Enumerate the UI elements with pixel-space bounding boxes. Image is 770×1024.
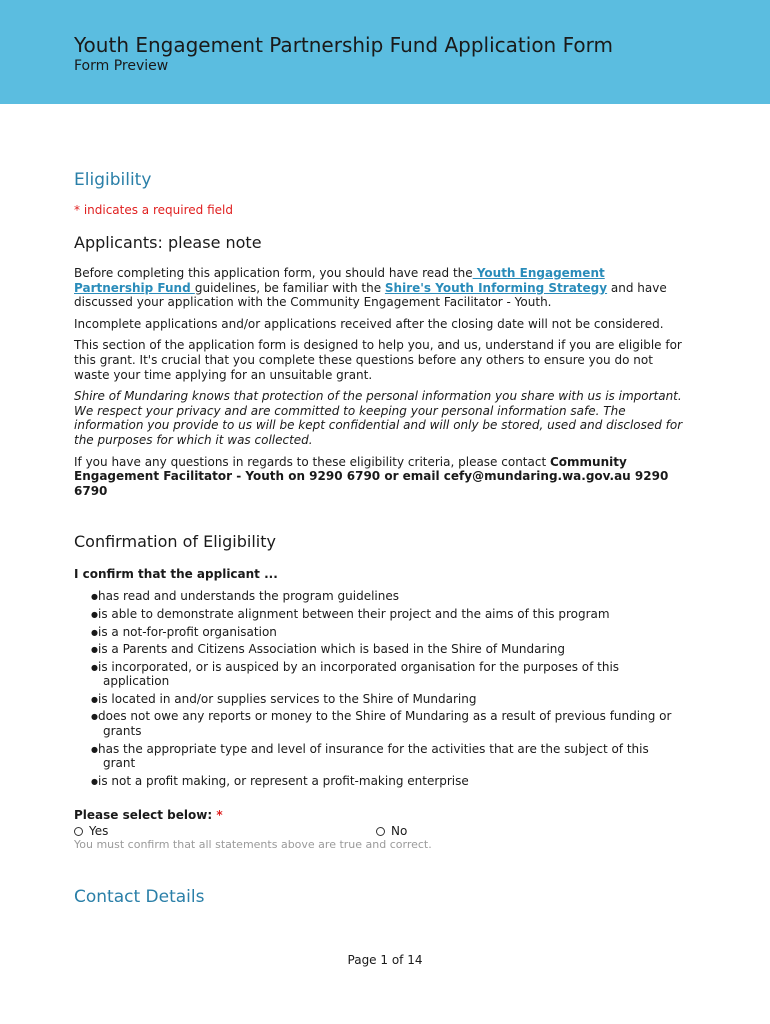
section-title-eligibility: Eligibility xyxy=(74,170,152,190)
select-label-text: Please select below: xyxy=(74,808,217,823)
confirmation-lead: I confirm that the applicant ... xyxy=(74,567,278,582)
eligibility-criteria-list xyxy=(74,589,684,788)
form-subtitle: Form Preview xyxy=(74,58,169,74)
list-item: ● has read and understands the program guidelines xyxy=(94,589,684,604)
confirmation-heading: Confirmation of Eligibility xyxy=(74,532,276,552)
section-purpose: This section of the application form is designed to help you, and us, understand if you are eligible for this grant. It's crucial that you complete these questions before any others to ensure you do not waste your time applying for an unsuitable grant. xyxy=(74,338,682,382)
intro-text-a: Before completing this application form, you should have read the xyxy=(74,266,473,280)
radio-no[interactable] xyxy=(376,824,407,838)
form-content xyxy=(74,170,684,907)
youth-strategy-link[interactable]: Shire's Youth Informing Strategy xyxy=(384,280,608,295)
radio-yes-label: Yes xyxy=(89,824,109,839)
intro-text-c: and have discussed your application with the Community Engagement Facilitator - Youth. xyxy=(74,280,667,310)
list-item: ● has the appropriate type and level of insurance for the activities that are the subject of this grant xyxy=(94,742,684,771)
contact-note xyxy=(74,455,684,499)
privacy-statement: Shire of Mundaring knows that protection of the personal information you share with us is important. We respect your privacy and are committed to keeping your personal information safe. The information you provide to us will be kept confidential and will only be stored, used and disclosed for the purposes for which it was collected. xyxy=(74,389,683,447)
contact-details-bold: Community Engagement Facilitator - Youth on 9290 6790 or email cefy@mundaring.wa.gov.au 9290 6790 xyxy=(74,454,669,498)
confirm-radio-group xyxy=(74,824,684,840)
select-label xyxy=(74,808,684,822)
intro-text-b: guidelines, be familiar with the xyxy=(194,280,385,295)
incomplete-note: Incomplete applications and/or applications received after the closing date will not be considered. xyxy=(74,316,664,331)
note-heading: Applicants: please note xyxy=(74,233,262,252)
contact-note-text: If you have any questions in regards to these eligibility criteria, please contact xyxy=(74,454,550,469)
radio-no-label: No xyxy=(391,824,408,839)
page-number: Page 1 of 14 xyxy=(347,953,423,967)
confirm-hint: You must confirm that all statements above are true and correct. xyxy=(74,838,432,852)
intro-paragraph xyxy=(74,266,684,310)
radio-circle-icon[interactable] xyxy=(376,827,385,836)
list-item: ● is a not-for-profit organisation xyxy=(94,625,684,640)
page-header xyxy=(0,0,770,104)
radio-yes[interactable] xyxy=(74,824,108,838)
required-star: * xyxy=(216,808,223,823)
section-title-contact: Contact Details xyxy=(74,887,205,908)
guidelines-link[interactable]: Youth Engagement Partnership Fund xyxy=(74,266,605,295)
required-field-note: * indicates a required field xyxy=(74,203,233,217)
list-item: ● is able to demonstrate alignment between their project and the aims of this program xyxy=(94,607,684,622)
radio-circle-icon[interactable] xyxy=(74,827,83,836)
list-item: ● is located in and/or supplies services to the Shire of Mundaring xyxy=(94,692,684,707)
form-title: Youth Engagement Partnership Fund Application Form xyxy=(74,33,613,57)
list-item: ● does not owe any reports or money to the Shire of Mundaring as a result of previous funding or grants xyxy=(94,709,684,738)
list-item: ● is incorporated, or is auspiced by an incorporated organisation for the purposes of this application xyxy=(94,660,684,689)
list-item: ● is a Parents and Citizens Association which is based in the Shire of Mundaring xyxy=(94,642,684,657)
list-item: ● is not a profit making, or represent a profit-making enterprise xyxy=(94,774,684,789)
